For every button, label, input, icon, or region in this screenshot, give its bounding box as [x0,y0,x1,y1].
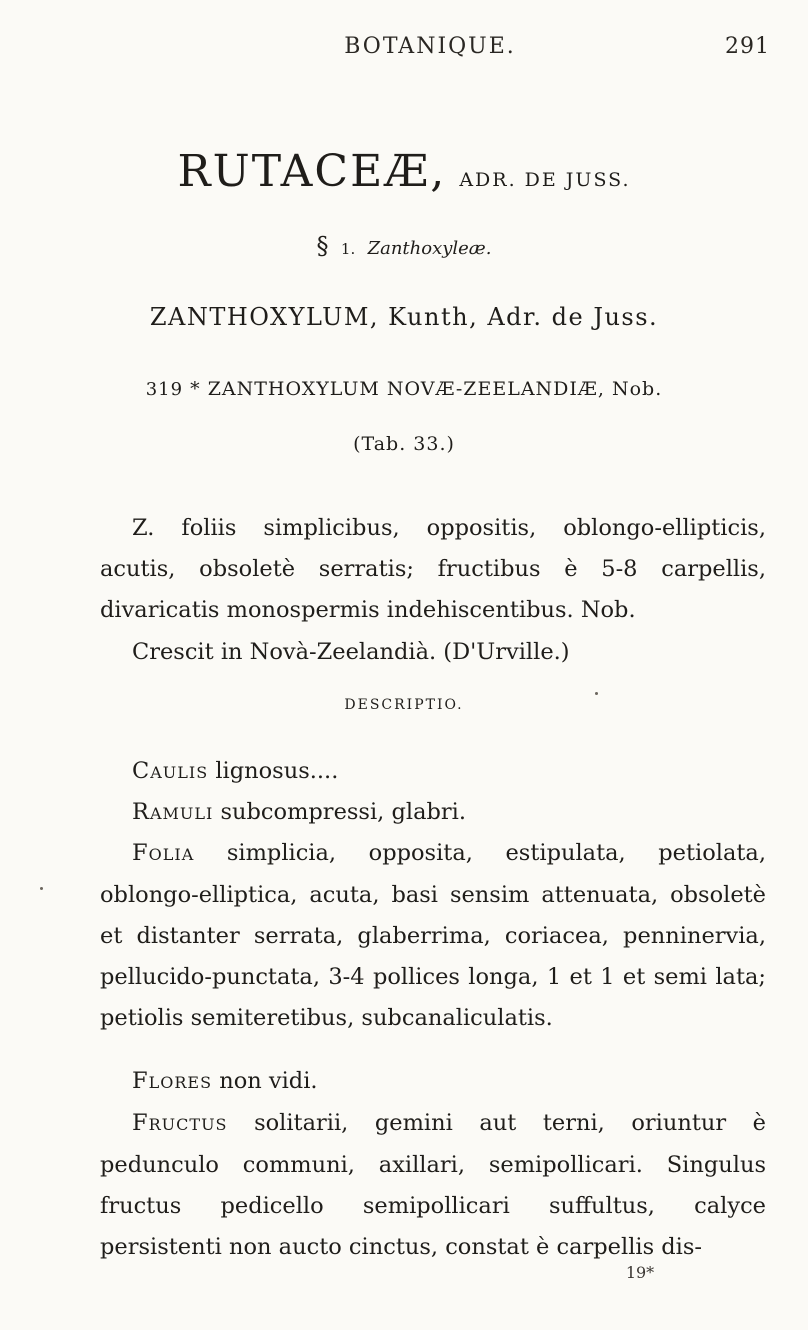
family-heading [0,146,808,197]
description-heading: DESCRIPTIO. [344,697,464,713]
page-number: 291 [725,34,770,59]
flores-term: FLORES [132,1068,213,1094]
family-authority: ADR. DE JUSS. [459,169,631,191]
folia-text: simplicia, opposita, estipulata, petiolata, oblongo-elliptica, acuta, basi sensim attenuata, obsoletè et distanter serrata, glaberrima, coriacea, penninervia, pellucido-punctata, 3-4 pollices longa, 1 et 1 et semi lata; petiolis semiteretibus, subcanaliculatis. [100,840,766,1031]
flores-paragraph [100,1061,766,1103]
species-name: ZANTHOXYLUM NOVÆ-ZEELANDIÆ, Nob. [207,378,663,400]
folia-paragraph [100,833,766,1039]
species-heading [0,378,808,400]
flores-text: non vidi. [212,1068,318,1094]
section-name: Zanthoxyleæ. [367,238,492,259]
ramuli-term: RAMULI [132,799,214,825]
caulis-term: CAULIS [132,758,209,784]
diagnosis-paragraph: Z. foliis simplicibus, oppositis, oblongo-ellipticis, acutis, obsoletè serratis; fructibus è 5-8 carpellis, divaricatis monospermis indehiscentibus. Nob. [100,515,766,623]
signature-mark: 19* [625,1263,655,1282]
plate-reference: (Tab. 33.) [353,433,455,455]
species-number: 319 [145,379,184,400]
ramuli-paragraph [100,792,766,834]
fructus-term: FRUCTUS [132,1110,228,1136]
ramuli-text: subcompressi, glabri. [213,799,466,825]
running-head [0,34,808,64]
section-symbol: § [316,232,329,260]
folia-term: FOLIA [132,840,195,866]
fructus-text: solitarii, gemini aut terni, oriuntur è pedunculo communi, axillari, semipollicari. Singulus fructus pedicello semipollicari suffultus, calyce persistenti non aucto cinctus, constat è carpellis dis- [100,1110,766,1260]
caulis-paragraph [100,751,766,793]
running-title: BOTANIQUE. [344,34,516,59]
habitat-paragraph: Crescit in Novà-Zeelandià. (D'Urville.) [132,639,570,665]
family-name: RUTACEÆ, [177,146,447,197]
ink-speck [40,887,43,890]
section-number: 1. [340,240,356,258]
genus-heading: ZANTHOXYLUM, Kunth, Adr. de Juss. [149,303,659,331]
ink-speck [595,692,598,695]
caulis-text: lignosus.... [208,758,339,784]
section-heading [0,232,808,260]
fructus-paragraph [100,1103,766,1268]
species-marker: * [190,378,201,400]
